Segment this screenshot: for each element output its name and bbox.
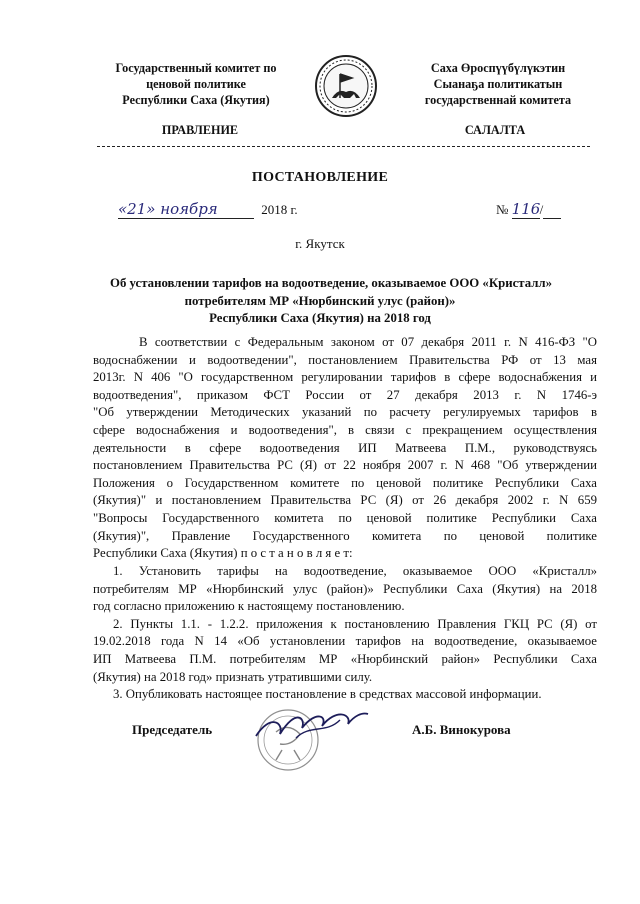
number-prefix: № xyxy=(496,202,509,217)
preamble-paragraph xyxy=(93,334,597,563)
preamble-line: водоснабжении и водоотведении", постановлением Правительства РФ от 13 мая xyxy=(93,352,597,367)
preamble-line: В соответствии с Федеральным законом от 07 декабря 2011 г. N 416-ФЗ "О xyxy=(139,335,597,349)
header-divider xyxy=(97,146,590,147)
preamble-line: Республики Саха (Якутия) п о с т а н о в л я е т: xyxy=(93,546,353,561)
agency-name-ru xyxy=(96,60,296,108)
document-subject xyxy=(110,275,552,328)
preamble-line: (Якутия)", Правление Государственного комитета по ценовой политике xyxy=(93,528,597,543)
date-day: «21» ноября xyxy=(118,200,254,219)
preamble-line: 2013г. N 406 "О государственном регулировании тарифов в сфере водоснабжения и xyxy=(93,370,597,385)
subject-line: потребителям МР «Нюрбинский улус (район)» xyxy=(184,293,456,308)
preamble-line: водоотведения", приказом ФСТ России от 27 декабря 2013 г. N 1746-э xyxy=(93,387,597,402)
number-suffix: / xyxy=(539,202,544,217)
decision-item-2 xyxy=(93,616,597,686)
preamble-line: сфере водоснабжения и водоотведения", в связи с прекращением осуществления xyxy=(93,422,597,437)
sakha-emblem-icon xyxy=(314,54,378,118)
subject-line: Об установлении тарифов на водоотведение, оказываемое ООО «Кристалл» xyxy=(110,276,552,290)
date-line xyxy=(118,200,318,222)
number-value: 116 xyxy=(511,200,541,218)
agency-line: ценовой политике xyxy=(146,77,246,91)
preamble-line: "Об утверждении Методических указаний по расчету регулируемых тарифов в xyxy=(93,405,597,420)
preamble-line: постановлением Правительства РС (Я) от 22 ноября 2007 г. N 468 "Об утверждении xyxy=(93,458,597,473)
decision-items xyxy=(93,563,597,704)
item-line: 1. Установить тарифы на водоотведение, оказываемое ООО «Кристалл» xyxy=(113,564,597,578)
item-line: ИП Матвеева П.М. потребителям МР «Нюрбинский район» Республики Саха xyxy=(93,651,597,666)
preamble-line: "Вопросы Государственного комитета по ценовой политике Республики Саха xyxy=(93,510,597,525)
agency-line: Саха Өроспүүбүлүкэтин xyxy=(430,61,566,75)
board-label-sakha: САЛАЛТА xyxy=(464,123,526,137)
decision-item-1 xyxy=(93,563,597,616)
date-year: 2018 г. xyxy=(261,202,298,217)
signatory-name: А.Б. Винокурова xyxy=(412,722,511,737)
agency-line: Сыанаҕа политикатын xyxy=(433,77,563,91)
document-title: ПОСТАНОВЛЕНИЕ xyxy=(251,170,389,185)
item-line: 19.02.2018 года N 14 «Об установлении тарифов на водоотведение, оказываемое xyxy=(93,634,597,649)
subject-line: Республики Саха (Якутия) на 2018 год xyxy=(209,311,431,325)
agency-line: Республики Саха (Якутия) xyxy=(122,93,270,107)
item-line: год согласно приложению к настоящему постановлению. xyxy=(93,599,405,614)
agency-name-sakha xyxy=(396,60,600,108)
preamble-line: деятельности в сфере водоотведения ИП Матвеева П.М., руководствуясь xyxy=(93,440,597,455)
item-line: 3. Опубликовать настоящее постановление в средствах массовой информации. xyxy=(113,687,542,702)
item-line: потребителям МР «Нюрбинский улус (район)» Республики Саха (Якутия) на 2018 xyxy=(93,581,597,596)
item-line: 2. Пункты 1.1. - 1.2.2. приложения к постановлению Правления ГКЦ РС (Я) от xyxy=(113,616,597,631)
agency-line: Государственный комитет по xyxy=(115,61,277,75)
item-line: (Якутия) на 2018 год» признать утратившими силу. xyxy=(93,669,373,684)
board-label-ru: ПРАВЛЕНИЕ xyxy=(161,123,239,137)
preamble-line: (Якутия)" и постановлением Правительства РС (Я) от 26 декабря 2002 г. N 659 xyxy=(93,493,597,508)
agency-line: государственнай комитета xyxy=(424,93,572,107)
document-number xyxy=(496,200,586,222)
city: г. Якутск xyxy=(295,236,345,251)
signature-icon xyxy=(236,694,376,774)
preamble-line: Положения о Государственном комитете по ценовой политике Республики Саха xyxy=(93,475,597,490)
signature-role: Председатель xyxy=(132,722,213,737)
